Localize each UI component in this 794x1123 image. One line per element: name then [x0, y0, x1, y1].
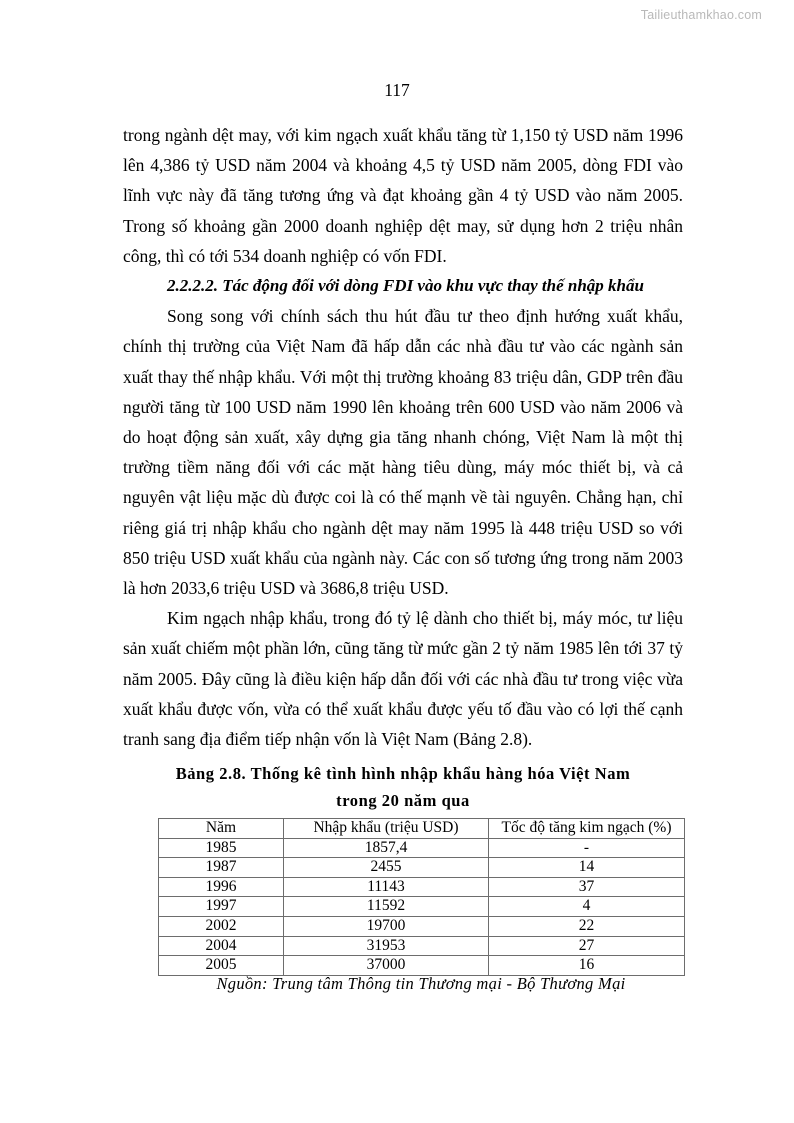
- cell-year: 1987: [159, 858, 284, 878]
- section-heading-2-2-2-2: 2.2.2.2. Tác động đối với dòng FDI vào khu vực thay thế nhập khẩu: [167, 276, 644, 296]
- table-header-row: [159, 819, 685, 839]
- cell-growth: -: [489, 838, 685, 858]
- table-caption-line-1: Bảng 2.8. Thống kê tình hình nhập khẩu hàng hóa Việt Nam: [175, 764, 631, 783]
- cell-year: 2002: [159, 916, 284, 936]
- cell-growth: 14: [489, 858, 685, 878]
- cell-year: 2004: [159, 936, 284, 956]
- cell-growth: 37: [489, 877, 685, 897]
- paragraph-2: Song song với chính sách thu hút đầu tư theo định hướng xuất khẩu, chính thị trường của Việt Nam đã hấp dẫn các nhà đầu tư vào các ngành sản xuất thay thế nhập khẩu. Với một thị trường khoảng 83 triệu dân, GDP trên đầu người tăng từ 100 USD năm 1990 lên khoảng trên 600 USD vào năm 2006 và do hoạt động sản xuất, xây dựng gia tăng nhanh chóng, Việt Nam là một thị trường tiềm năng đối với các mặt hàng tiêu dùng, máy móc thiết bị, và cả nguyên vật liệu mặc dù được coi là có thế mạnh về tài nguyên. Chẳng hạn, chỉ riêng giá trị nhập khẩu cho ngành dệt may năm 1995 là 448 triệu USD so với 850 triệu USD xuất khẩu của ngành này. Các con số tương ứng trong năm 2003 là hơn 2033,6 triệu USD và 3686,8 triệu USD.: [123, 306, 683, 599]
- column-header-import: Nhập khẩu (triệu USD): [284, 819, 489, 839]
- table-caption: [123, 760, 683, 814]
- watermark-text: Tailieuthamkhao.com: [640, 8, 762, 22]
- column-header-growth: Tốc độ tăng kim ngạch (%): [489, 819, 685, 839]
- cell-year: 2005: [159, 956, 284, 976]
- column-header-year: Năm: [159, 819, 284, 839]
- cell-growth: 22: [489, 916, 685, 936]
- cell-year: 1997: [159, 897, 284, 917]
- cell-growth: 27: [489, 936, 685, 956]
- table-caption-line-2: trong 20 năm qua: [336, 791, 470, 810]
- table-row: [159, 838, 685, 858]
- cell-import: 37000: [284, 956, 489, 976]
- table-row: [159, 877, 685, 897]
- cell-import: 11592: [284, 897, 489, 917]
- table-source: Nguồn: Trung tâm Thông tin Thương mại - Bộ Thương Mại: [216, 974, 626, 993]
- cell-import: 2455: [284, 858, 489, 878]
- page-number: 117: [384, 80, 410, 100]
- table-row: [159, 897, 685, 917]
- cell-growth: 4: [489, 897, 685, 917]
- cell-import: 1857,4: [284, 838, 489, 858]
- cell-import: 31953: [284, 936, 489, 956]
- paragraph-3: Kim ngạch nhập khẩu, trong đó tỷ lệ dành cho thiết bị, máy móc, tư liệu sản xuất chiếm một phần lớn, cũng tăng từ mức gần 2 tỷ năm 1985 lên tới 37 tỷ năm 2005. Đây cũng là điều kiện hấp dẫn đối với các nhà đầu tư trong việc vừa xuất khẩu được vốn, vừa có thể xuất khẩu được yếu tố đầu vào có lợi thế cạnh tranh sang địa điểm tiếp nhận vốn là Việt Nam (Bảng 2.8).: [123, 608, 683, 750]
- cell-year: 1996: [159, 877, 284, 897]
- table-row: [159, 916, 685, 936]
- table-row: [159, 858, 685, 878]
- cell-import: 19700: [284, 916, 489, 936]
- import-statistics-table: [158, 818, 685, 976]
- paragraph-1: trong ngành dệt may, với kim ngạch xuất khẩu tăng từ 1,150 tỷ USD năm 1996 lên 4,386 tỷ USD năm 2004 và khoảng 4,5 tỷ USD năm 2005, dòng FDI vào lĩnh vực này đã tăng tương ứng và đạt khoảng gần 4 tỷ USD vào năm 2005. Trong số khoảng gần 2000 doanh nghiệp dệt may, sử dụng hơn 2 triệu nhân công, thì có tới 534 doanh nghiệp có vốn FDI.: [123, 125, 683, 266]
- cell-growth: 16: [489, 956, 685, 976]
- page-content: [123, 120, 683, 754]
- table-row: [159, 936, 685, 956]
- cell-import: 11143: [284, 877, 489, 897]
- cell-year: 1985: [159, 838, 284, 858]
